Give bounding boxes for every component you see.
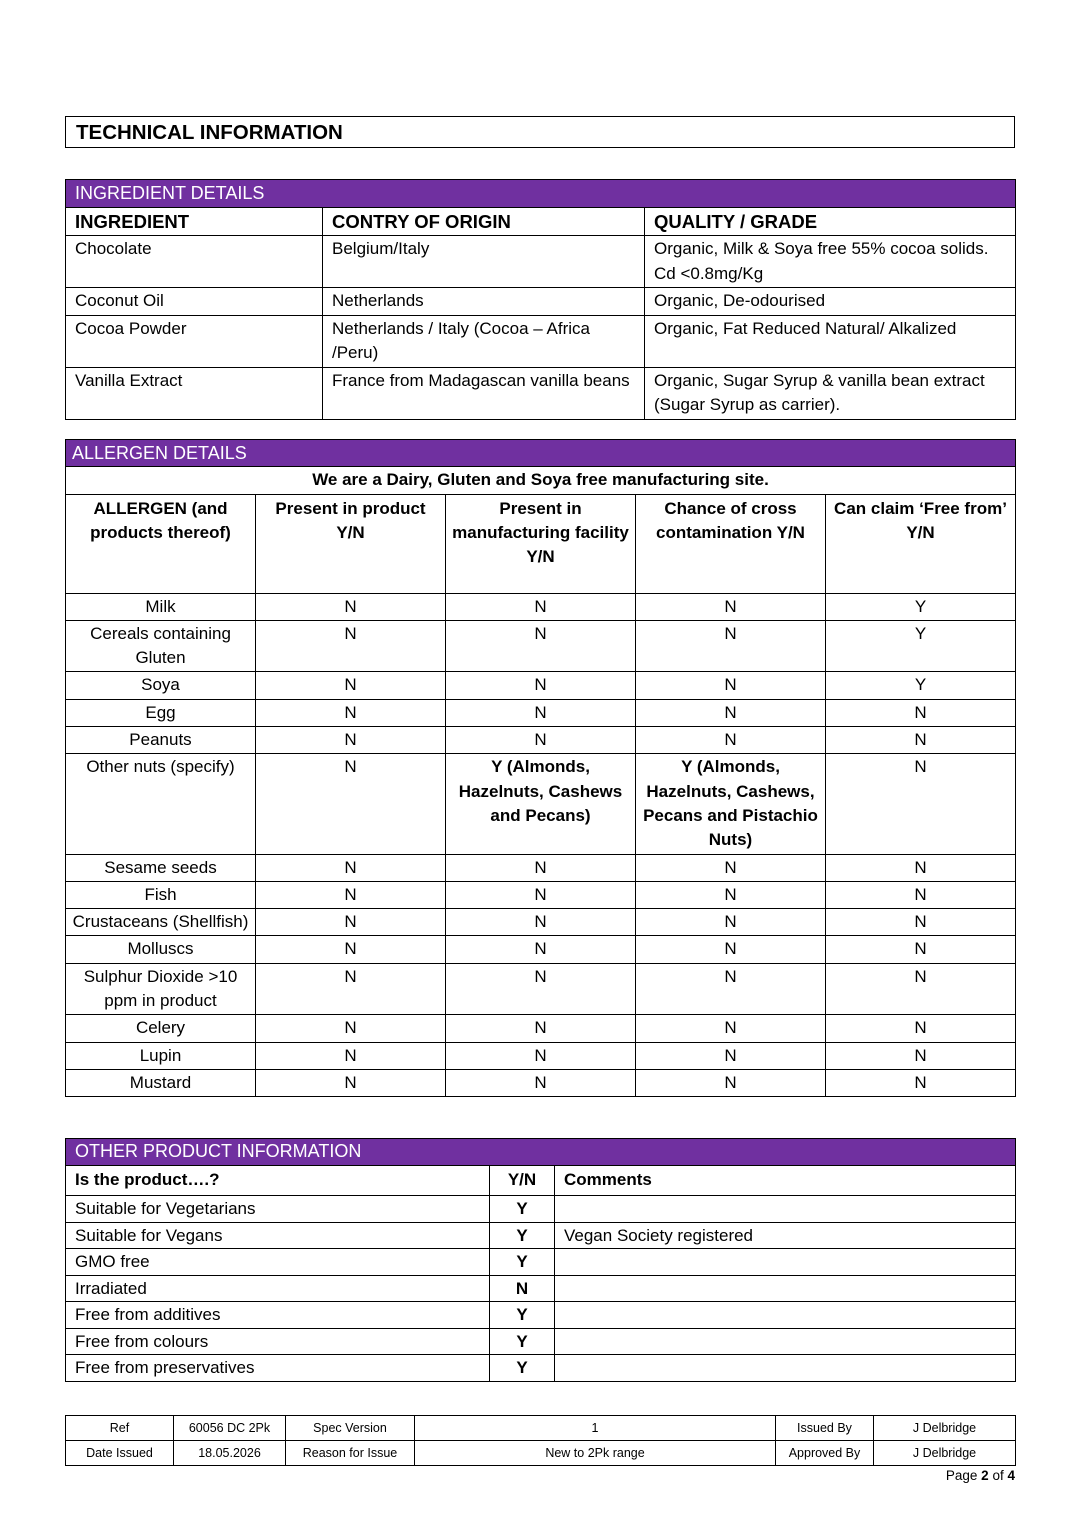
- free-from-cell: Y: [826, 620, 1016, 672]
- comment-cell: [555, 1249, 1016, 1276]
- table-row: [66, 1355, 1016, 1382]
- present-in-facility-cell: N: [446, 620, 636, 672]
- free-from-cell: N: [826, 727, 1016, 754]
- present-in-facility-cell: N: [446, 672, 636, 699]
- table-row: [66, 1275, 1016, 1302]
- free-from-cell: N: [826, 963, 1016, 1015]
- allergen-name-cell: Milk: [66, 593, 256, 620]
- table-row: [66, 963, 1016, 1015]
- comment-cell: [555, 1196, 1016, 1223]
- free-from-cell: N: [826, 881, 1016, 908]
- question-cell: GMO free: [66, 1249, 490, 1276]
- ingredient-header: INGREDIENT: [66, 207, 323, 236]
- present-in-facility-header: Present in manufacturing facility Y/N: [446, 494, 636, 593]
- free-from-header: Can claim ‘Free from’ Y/N: [826, 494, 1016, 593]
- table-row: [66, 854, 1016, 881]
- cross-contamination-cell: N: [636, 620, 826, 672]
- ingredient-cell: Vanilla Extract: [66, 367, 323, 419]
- allergen-name-cell: Lupin: [66, 1042, 256, 1069]
- allergen-name-cell: Celery: [66, 1015, 256, 1042]
- approved-by-label: Approved By: [776, 1441, 874, 1466]
- free-from-cell: N: [826, 1069, 1016, 1096]
- table-row: [66, 1196, 1016, 1223]
- allergen-name-cell: Crustaceans (Shellfish): [66, 909, 256, 936]
- free-from-cell: Y: [826, 672, 1016, 699]
- quality-cell: Organic, De-odourised: [645, 288, 1016, 316]
- present-in-facility-cell: N: [446, 1069, 636, 1096]
- table-row: [66, 754, 1016, 854]
- table-row: [66, 936, 1016, 963]
- document-control-table: [65, 1415, 1016, 1466]
- present-in-product-cell: N: [256, 754, 446, 854]
- question-header: Is the product….?: [66, 1165, 490, 1196]
- allergen-name-cell: Cereals containing Gluten: [66, 620, 256, 672]
- other-info-table: [65, 1138, 1016, 1382]
- cross-contamination-cell: N: [636, 881, 826, 908]
- cross-contamination-cell: N: [636, 1015, 826, 1042]
- allergen-name-cell: Egg: [66, 699, 256, 726]
- issued-by-label: Issued By: [776, 1416, 874, 1441]
- comment-cell: [555, 1302, 1016, 1329]
- present-in-product-cell: N: [256, 672, 446, 699]
- table-row: [66, 236, 1016, 288]
- present-in-product-cell: N: [256, 963, 446, 1015]
- present-in-facility-cell: N: [446, 593, 636, 620]
- allergen-section-title: ALLERGEN DETAILS: [66, 440, 1016, 467]
- table-row: [66, 593, 1016, 620]
- cross-contamination-cell: N: [636, 593, 826, 620]
- free-from-cell: N: [826, 1042, 1016, 1069]
- free-from-cell: N: [826, 699, 1016, 726]
- ref-label: Ref: [66, 1416, 174, 1441]
- present-in-product-cell: N: [256, 620, 446, 672]
- present-in-facility-cell: N: [446, 909, 636, 936]
- present-in-product-cell: N: [256, 881, 446, 908]
- page-number: Page 2 of 4: [945, 1468, 1015, 1483]
- table-row: [66, 699, 1016, 726]
- present-in-facility-cell: Y (Almonds, Hazelnuts, Cashews and Pecans): [446, 754, 636, 854]
- comment-cell: [555, 1328, 1016, 1355]
- comment-cell: [555, 1355, 1016, 1382]
- ingredient-cell: Chocolate: [66, 236, 323, 288]
- free-from-cell: N: [826, 909, 1016, 936]
- issued-by-value: J Delbridge: [874, 1416, 1016, 1441]
- quality-header: QUALITY / GRADE: [645, 207, 1016, 236]
- present-in-product-cell: N: [256, 727, 446, 754]
- present-in-product-cell: N: [256, 854, 446, 881]
- table-row: [66, 672, 1016, 699]
- table-row: [66, 1222, 1016, 1249]
- present-in-product-cell: N: [256, 909, 446, 936]
- cross-contamination-cell: N: [636, 854, 826, 881]
- present-in-product-cell: N: [256, 1069, 446, 1096]
- table-row: [66, 1015, 1016, 1042]
- yn-cell: N: [490, 1275, 555, 1302]
- present-in-facility-cell: N: [446, 936, 636, 963]
- date-issued-value: 18.05.2026: [174, 1441, 286, 1466]
- yn-cell: Y: [490, 1355, 555, 1382]
- yn-cell: Y: [490, 1249, 555, 1276]
- cross-contamination-cell: N: [636, 1042, 826, 1069]
- present-in-facility-cell: N: [446, 699, 636, 726]
- ref-value: 60056 DC 2Pk: [174, 1416, 286, 1441]
- table-row: [66, 1249, 1016, 1276]
- free-from-cell: N: [826, 936, 1016, 963]
- quality-cell: Organic, Milk & Soya free 55% cocoa solids. Cd <0.8mg/Kg: [645, 236, 1016, 288]
- comments-header: Comments: [555, 1165, 1016, 1196]
- yn-cell: Y: [490, 1222, 555, 1249]
- allergen-name-cell: Fish: [66, 881, 256, 908]
- allergen-table: [65, 439, 1016, 1097]
- approved-by-value: J Delbridge: [874, 1441, 1016, 1466]
- cross-contamination-header: Chance of cross contamination Y/N: [636, 494, 826, 593]
- allergen-name-cell: Sesame seeds: [66, 854, 256, 881]
- yn-cell: Y: [490, 1196, 555, 1223]
- present-in-facility-cell: N: [446, 1015, 636, 1042]
- cross-contamination-cell: N: [636, 727, 826, 754]
- yn-header: Y/N: [490, 1165, 555, 1196]
- allergen-name-cell: Other nuts (specify): [66, 754, 256, 854]
- cross-contamination-cell: N: [636, 699, 826, 726]
- question-cell: Free from preservatives: [66, 1355, 490, 1382]
- table-row: [66, 367, 1016, 419]
- allergen-name-cell: Molluscs: [66, 936, 256, 963]
- table-row: [66, 881, 1016, 908]
- free-from-cell: N: [826, 854, 1016, 881]
- table-row: [66, 1069, 1016, 1096]
- question-cell: Free from colours: [66, 1328, 490, 1355]
- present-in-product-cell: N: [256, 593, 446, 620]
- free-from-cell: Y: [826, 593, 1016, 620]
- table-row: [66, 315, 1016, 367]
- table-row: [66, 620, 1016, 672]
- site-note: We are a Dairy, Gluten and Soya free manufacturing site.: [66, 467, 1016, 494]
- present-in-facility-cell: N: [446, 881, 636, 908]
- cross-contamination-cell: N: [636, 672, 826, 699]
- cross-contamination-cell: Y (Almonds, Hazelnuts, Cashews, Pecans and Pistachio Nuts): [636, 754, 826, 854]
- table-row: [66, 1042, 1016, 1069]
- allergen-name-cell: Soya: [66, 672, 256, 699]
- allergen-name-cell: Mustard: [66, 1069, 256, 1096]
- comment-cell: [555, 1275, 1016, 1302]
- cross-contamination-cell: N: [636, 1069, 826, 1096]
- present-in-facility-cell: N: [446, 963, 636, 1015]
- present-in-facility-cell: N: [446, 1042, 636, 1069]
- present-in-product-cell: N: [256, 936, 446, 963]
- reason-value: New to 2Pk range: [415, 1441, 776, 1466]
- spec-version-value: 1: [415, 1416, 776, 1441]
- ingredient-cell: Coconut Oil: [66, 288, 323, 316]
- table-row: [66, 288, 1016, 316]
- present-in-facility-cell: N: [446, 854, 636, 881]
- present-in-product-cell: N: [256, 1015, 446, 1042]
- present-in-product-cell: N: [256, 699, 446, 726]
- table-row: [66, 727, 1016, 754]
- question-cell: Suitable for Vegetarians: [66, 1196, 490, 1223]
- allergen-name-cell: Sulphur Dioxide >10 ppm in product: [66, 963, 256, 1015]
- question-cell: Irradiated: [66, 1275, 490, 1302]
- origin-cell: Netherlands / Italy (Cocoa – Africa /Peru): [323, 315, 645, 367]
- quality-cell: Organic, Sugar Syrup & vanilla bean extract (Sugar Syrup as carrier).: [645, 367, 1016, 419]
- date-issued-label: Date Issued: [66, 1441, 174, 1466]
- origin-cell: France from Madagascan vanilla beans: [323, 367, 645, 419]
- cross-contamination-cell: N: [636, 909, 826, 936]
- ingredient-table: [65, 179, 1016, 420]
- present-in-product-cell: N: [256, 1042, 446, 1069]
- allergen-header: ALLERGEN (and products thereof): [66, 494, 256, 593]
- ingredient-cell: Cocoa Powder: [66, 315, 323, 367]
- origin-cell: Netherlands: [323, 288, 645, 316]
- other-info-section-title: OTHER PRODUCT INFORMATION: [66, 1139, 1016, 1166]
- page-title: TECHNICAL INFORMATION: [65, 116, 1015, 148]
- free-from-cell: N: [826, 1015, 1016, 1042]
- reason-label: Reason for Issue: [286, 1441, 415, 1466]
- origin-header: CONTRY OF ORIGIN: [323, 207, 645, 236]
- yn-cell: Y: [490, 1302, 555, 1329]
- table-row: [66, 1302, 1016, 1329]
- present-in-product-header: Present in product Y/N: [256, 494, 446, 593]
- table-row: [66, 909, 1016, 936]
- allergen-name-cell: Peanuts: [66, 727, 256, 754]
- question-cell: Free from additives: [66, 1302, 490, 1329]
- present-in-facility-cell: N: [446, 727, 636, 754]
- origin-cell: Belgium/Italy: [323, 236, 645, 288]
- cross-contamination-cell: N: [636, 963, 826, 1015]
- ingredient-section-title: INGREDIENT DETAILS: [66, 180, 1016, 208]
- question-cell: Suitable for Vegans: [66, 1222, 490, 1249]
- yn-cell: Y: [490, 1328, 555, 1355]
- free-from-cell: N: [826, 754, 1016, 854]
- comment-cell: Vegan Society registered: [555, 1222, 1016, 1249]
- table-row: [66, 1328, 1016, 1355]
- spec-version-label: Spec Version: [286, 1416, 415, 1441]
- cross-contamination-cell: N: [636, 936, 826, 963]
- quality-cell: Organic, Fat Reduced Natural/ Alkalized: [645, 315, 1016, 367]
